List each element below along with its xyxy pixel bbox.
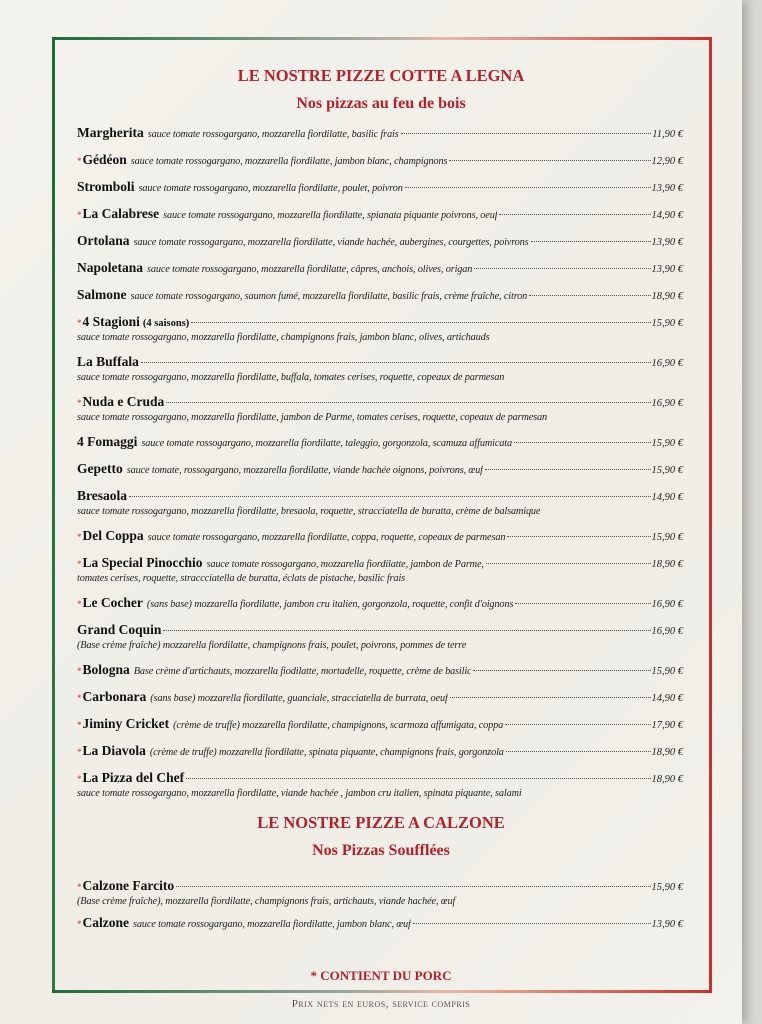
dot-leader: [141, 362, 651, 363]
menu-item: [77, 434, 683, 461]
menu-item: [77, 125, 683, 152]
item-description: sauce tomate rossogargano, mozzarella fiordilatte, câpres, anchois, olives, origan: [147, 264, 473, 275]
item-name: La Calabrese: [82, 206, 160, 221]
item-price: 15,90 €: [651, 882, 683, 893]
item-name: Bologna: [82, 662, 130, 677]
section-title-wood-fired: LE NOSTRE PIZZE COTTE A LEGNA: [237, 66, 525, 85]
item-description-line2: sauce tomate rossogargano, mozzarella fiordilatte, buffala, tomates cerises, roquette, copeaux de parmesan: [77, 372, 505, 383]
item-description: sauce tomate rossogargano, mozzarella fiordilatte, jambon blanc, champignons: [130, 156, 448, 167]
item-description: (crème de truffe) mozzarella fiordilatte, spinata piquante, champignons frais, gorgonzola: [149, 747, 504, 758]
item-name: Margherita: [77, 125, 144, 140]
item-price: 14,90 €: [651, 693, 683, 704]
dot-leader: [129, 496, 651, 497]
section-title-calzone: LE NOSTRE PIZZE A CALZONE: [257, 813, 505, 832]
item-name: 4 Stagioni: [82, 314, 140, 329]
menu-item: [77, 354, 683, 394]
dot-leader: [506, 751, 651, 752]
menu-item-row: [77, 434, 683, 452]
menu-item: [77, 743, 683, 770]
item-note: (4 saisons): [142, 318, 190, 329]
dot-leader: [401, 133, 652, 134]
item-description-line2: (Base crème fraîche) mozzarella fiordilatte, champignons frais, poulet, poivrons, pommes de terre: [77, 640, 467, 651]
menu-item-row: [77, 622, 683, 640]
item-price: 18,90 €: [651, 559, 683, 570]
item-description: sauce tomate rossogargano, mozzarella fiordilatte, taleggio, gorgonzola, scamuza affumicata: [141, 438, 512, 449]
menu-item-row: * La Diavola (crème de truffe) mozzarella fiordilatte, spinata piquante, champignons frais, gorgonzola 18,90 €: [77, 743, 683, 761]
item-description: sauce tomate, rossogargano, mozzarella fiordilatte, viande hachée oignons, poivrons, œuf: [126, 465, 483, 476]
item-name: La Special Pinocchio: [82, 555, 203, 570]
item-price: 17,90 €: [651, 720, 683, 731]
menu-item: [77, 770, 683, 810]
item-name: Gepetto: [77, 461, 123, 476]
menu-item: [77, 461, 683, 488]
item-name: Nuda e Cruda: [82, 394, 165, 409]
item-description: (sans base) mozzarella fiordilatte, guanciale, stracciatella de burrata, oeuf: [150, 693, 448, 704]
menu-item: [77, 689, 683, 716]
item-price: 15,90 €: [651, 438, 683, 449]
menu-item: [77, 662, 683, 689]
item-name: Gédéon: [82, 152, 127, 167]
menu-item-row: [77, 125, 683, 143]
menu-item-row: [77, 488, 683, 506]
menu-item-row: * Nuda e Cruda 16,90 €: [77, 394, 683, 412]
item-description: sauce tomate rossogargano, saumon fumé, mozzarella fiordilatte, basilic frais, crème fraîche, citron: [130, 291, 528, 302]
dot-leader: [515, 603, 650, 604]
item-name: La Diavola: [82, 743, 146, 758]
item-price: 13,90 €: [651, 237, 683, 248]
item-name: La Pizza del Chef: [82, 770, 185, 785]
menu-item-row: * La Pizza del Chef 18,90 €: [77, 770, 683, 788]
price-footer: Prix nets en euros, service compris: [291, 998, 471, 1010]
item-price: 14,90 €: [651, 492, 683, 503]
dot-leader: [507, 536, 650, 537]
dot-leader: [474, 268, 650, 269]
item-description-line2: sauce tomate rossogargano, mozzarella fiordilatte, bresaola, roquette, stracciatella de buratta, crème de balsamique: [77, 506, 541, 517]
menu-item-row: [77, 354, 683, 372]
item-price: 15,90 €: [651, 465, 683, 476]
item-price: 16,90 €: [651, 626, 683, 637]
item-price: 18,90 €: [651, 774, 683, 785]
item-description-line2: (Base crème fraîche), mozzarella fiordilatte, champignons frais, artichauts, viande hachée, œuf: [77, 896, 456, 907]
item-price: 18,90 €: [651, 291, 683, 302]
item-description: sauce tomate rossogargano, mozzarella fiordilatte, jambon de Parme,: [206, 559, 484, 570]
item-price: 13,90 €: [651, 264, 683, 275]
section-subtitle-wood-fired: Nos pizzas au feu de bois: [296, 95, 466, 112]
item-description: sauce tomate rossogargano, mozzarella fiordilatte, coppa, roquette, copeaux de parmesan: [147, 532, 506, 543]
item-price: 16,90 €: [651, 599, 683, 610]
menu-item-row: * Gédéon sauce tomate rossogargano, mozzarella fiordilatte, jambon blanc, champignons 12,90 €: [77, 152, 683, 170]
menu-item-row: * Bologna Base crème d'artichauts, mozzarella fiodilatte, mortadelle, roquette, crème de basilic 15,90 €: [77, 662, 683, 680]
menu-item-row: * Carbonara (sans base) mozzarella fiordilatte, guanciale, stracciatella de burrata, oeuf 14,90 €: [77, 689, 683, 707]
dot-leader: [186, 778, 650, 779]
menu-item: [77, 179, 683, 206]
item-price: 16,90 €: [651, 398, 683, 409]
item-price: 13,90 €: [651, 183, 683, 194]
item-name: Salmone: [77, 287, 127, 302]
item-name: Stromboli: [77, 179, 135, 194]
item-name: La Buffala: [77, 354, 139, 369]
item-price: 13,90 €: [651, 919, 683, 930]
dot-leader: [499, 214, 650, 215]
item-description: (crème de truffe) mozzarella fiordilatte, champignons, scarmoza affumigata, coppa: [173, 720, 504, 731]
item-price: 12,90 €: [651, 156, 683, 167]
item-description: sauce tomate rossogargano, mozzarella fiordilatte, jambon blanc, œuf: [133, 919, 411, 930]
item-name: Calzone: [82, 915, 129, 930]
dot-leader: [514, 442, 651, 443]
dot-leader: [531, 241, 651, 242]
menu-item-row: * La Special Pinocchio sauce tomate rossogargano, mozzarella fiordilatte, jambon de Parme, 18,90 €: [77, 555, 683, 573]
menu-item-row: [77, 233, 683, 251]
menu-item: [77, 878, 683, 915]
menu-item-row: [77, 179, 683, 197]
dot-leader: [505, 724, 650, 725]
item-name: Del Coppa: [82, 528, 144, 543]
menu-item-row: * Calzone sauce tomate rossogargano, mozzarella fiordilatte, jambon blanc, œuf 13,90 €: [77, 915, 683, 933]
item-description-line2: sauce tomate rossogargano, mozzarella fiordilatte, jambon de Parme, tomates cerises, roquette, copeaux de parmesan: [77, 412, 548, 423]
dot-leader: [163, 630, 650, 631]
menu-item-row: [77, 461, 683, 479]
menu-item-row: * Le Cocher (sans base) mozzarella fiordilatte, jambon cru italien, gorgonzola, roquette, confit d'oignons 16,90 €: [77, 595, 683, 613]
item-description: sauce tomate rossogargano, mozzarella fiordilatte, basilic frais: [147, 129, 399, 140]
item-price: 15,90 €: [651, 532, 683, 543]
menu-item: [77, 716, 683, 743]
menu-item-row: * Jiminy Cricket (crème de truffe) mozzarella fiordilatte, champignons, scarmoza affumigata, coppa 17,90 €: [77, 716, 683, 734]
menu-item-row: [77, 287, 683, 305]
menu-item: [77, 915, 683, 942]
menu-item-row: * Calzone Farcito 15,90 €: [77, 878, 683, 896]
dot-leader: [449, 160, 650, 161]
item-description-line2: tomates cerises, roquette, straccciatella de buratta, éclats de pistache, basilic frais: [77, 573, 406, 584]
item-price: 16,90 €: [651, 358, 683, 369]
menu-item: [77, 233, 683, 260]
menu-item: [77, 287, 683, 314]
dot-leader: [473, 670, 650, 671]
section-subtitle-calzone: Nos Pizzas Soufflées: [312, 842, 450, 859]
pizza-list: [77, 125, 683, 810]
dot-leader: [485, 469, 651, 470]
menu-item: [77, 528, 683, 555]
item-price: 18,90 €: [651, 747, 683, 758]
item-description: sauce tomate rossogargano, mozzarella fiordilatte, viande hachée, aubergines, courgettes, poivrons: [133, 237, 529, 248]
menu-item-row: * Del Coppa sauce tomate rossogargano, mozzarella fiordilatte, coppa, roquette, copeaux de parmesan 15,90 €: [77, 528, 683, 546]
menu-item-row: * La Calabrese sauce tomate rossogargano, mozzarella fiordilatte, spianata piquante poivrons, oeuf 14,90 €: [77, 206, 683, 224]
menu-item: [77, 595, 683, 622]
item-price: 11,90 €: [652, 129, 683, 140]
dot-leader: [405, 187, 651, 188]
menu-item: [77, 555, 683, 595]
item-name: Bresaola: [77, 488, 127, 503]
border-bottom: [52, 990, 712, 993]
item-name: Jiminy Cricket: [82, 716, 170, 731]
item-description: sauce tomate rossogargano, mozzarella fiordilatte, spianata piquante poivrons, oeuf: [163, 210, 498, 221]
item-description-line2: sauce tomate rossogargano, mozzarella fiordilatte, champignons frais, jambon blanc, olives, artichauds: [77, 332, 490, 343]
dot-leader: [176, 886, 650, 887]
pork-footnote: * CONTIENT DU PORC: [310, 968, 452, 983]
item-description: sauce tomate rossogargano, mozzarella fiordilatte, poulet, poivron: [138, 183, 403, 194]
item-price: 15,90 €: [651, 318, 683, 329]
menu-item: [77, 152, 683, 179]
item-price: 15,90 €: [651, 666, 683, 677]
dot-leader: [486, 563, 651, 564]
menu-item: [77, 206, 683, 233]
menu-item: [77, 394, 683, 434]
menu-item-row: * 4 Stagioni (4 saisons) 15,90 €: [77, 314, 683, 332]
menu-item: [77, 260, 683, 287]
item-name: Ortolana: [77, 233, 130, 248]
dot-leader: [166, 402, 650, 403]
item-description-line2: sauce tomate rossogargano, mozzarella fiordilatte, viande hachée , jambon cru italien, spinata piquante, salami: [77, 788, 522, 799]
menu-item: [77, 314, 683, 354]
border-top: [52, 37, 712, 40]
item-name: Carbonara: [82, 689, 147, 704]
item-price: 14,90 €: [651, 210, 683, 221]
item-name: Grand Coquin: [77, 622, 162, 637]
item-name: Napoletana: [77, 260, 144, 275]
item-name: Calzone Farcito: [82, 878, 175, 893]
dot-leader: [450, 697, 651, 698]
calzone-list: [77, 878, 683, 942]
menu-item-row: [77, 260, 683, 278]
item-name: 4 Fomaggi: [77, 434, 138, 449]
item-name: Le Cocher: [82, 595, 143, 610]
item-description: Base crème d'artichauts, mozzarella fiodilatte, mortadelle, roquette, crème de basilic: [133, 666, 472, 677]
menu-item: [77, 488, 683, 528]
item-description: (sans base) mozzarella fiordilatte, jambon cru italien, gorgonzola, roquette, confit d'oignons: [146, 599, 514, 610]
dot-leader: [191, 322, 650, 323]
menu-item: [77, 622, 683, 662]
dot-leader: [413, 923, 651, 924]
dot-leader: [529, 295, 650, 296]
